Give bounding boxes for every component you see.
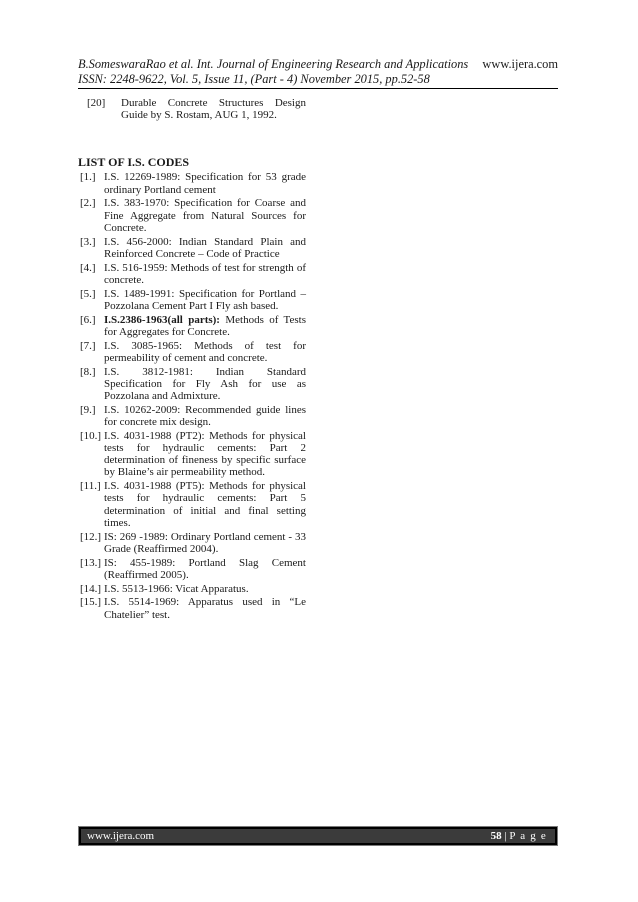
code-text: I.S. 5513-1966: Vicat Apparatus.	[104, 582, 249, 595]
page-separator: |	[501, 830, 510, 842]
code-item	[80, 340, 306, 364]
code-text: I.S. 12269-1989: Specification for 53 grade ordinary Portland cement	[104, 171, 306, 196]
code-item	[80, 288, 306, 312]
code-item	[80, 557, 306, 581]
reference-item	[80, 97, 306, 121]
header-divider	[78, 88, 558, 89]
code-text: IS: 455-1989: Portland Slag Cement (Reaffirmed 2005).	[104, 556, 306, 581]
page-word: P a g e	[509, 830, 547, 842]
is-codes-list	[80, 171, 306, 620]
code-item	[80, 171, 306, 195]
code-text: I.S. 516-1959: Methods of test for strength of concrete.	[104, 261, 306, 286]
code-text: I.S. 4031-1988 (PT2): Methods for physical tests for hydraulic cements: Part 2 determination of fineness by specific surface by Blaine’s air permeability method.	[104, 429, 306, 479]
code-item	[80, 596, 306, 620]
header-citation: B.SomeswaraRao et al. Int. Journal of Engineering Research and Applications	[78, 57, 469, 71]
section-title: LIST OF I.S. CODES	[78, 155, 190, 170]
code-text-rest: Methods of Tests for Aggregates for Concrete.	[104, 313, 307, 338]
code-item	[80, 404, 306, 428]
code-number: [15.]	[80, 596, 102, 609]
reference-number: [20]	[87, 97, 106, 109]
footer-bar	[81, 829, 555, 843]
reference-text: Durable Concrete Structures Design Guide by S. Rostam, AUG 1, 1992.	[121, 97, 306, 122]
footer-website-link[interactable]: www.ijera.com	[87, 830, 155, 842]
code-item	[80, 480, 306, 529]
code-number: [3.]	[80, 235, 96, 248]
page-number: 58	[490, 830, 502, 842]
code-text: I.S. 3812-1981: Indian Standard Specification for Fly Ash for use as Pozzolana and Admixture.	[104, 365, 306, 403]
code-number: [2.]	[80, 197, 96, 210]
code-item	[80, 531, 306, 555]
code-number: [12.]	[80, 530, 102, 543]
code-text: I.S. 3085-1965: Methods of test for permeability of cement and concrete.	[104, 339, 306, 364]
header-website-link[interactable]: www.ijera.com	[482, 57, 558, 71]
code-number: [13.]	[80, 556, 102, 569]
page-footer	[78, 826, 558, 846]
code-item	[80, 262, 306, 286]
left-column	[80, 97, 306, 622]
header-line-1	[78, 57, 558, 72]
code-number: [5.]	[80, 287, 96, 300]
code-number: [8.]	[80, 365, 96, 378]
code-item	[80, 314, 306, 338]
code-number: [14.]	[80, 582, 102, 595]
code-text	[104, 314, 306, 338]
code-text: I.S. 383-1970: Specification for Coarse and Fine Aggregate from Natural Sources for Concrete.	[104, 197, 306, 234]
code-number: [10.]	[80, 429, 102, 442]
footer-page-label	[491, 830, 547, 842]
code-text: I.S. 5514-1969: Apparatus used in “Le Chatelier” test.	[104, 596, 306, 621]
code-text: I.S. 10262-2009: Recommended guide lines for concrete mix design.	[104, 403, 306, 429]
code-item	[80, 197, 306, 234]
code-text: I.S. 456-2000: Indian Standard Plain and Reinforced Concrete – Code of Practice	[104, 235, 306, 260]
code-number: [4.]	[80, 261, 96, 274]
code-item	[80, 236, 306, 260]
code-number: [11.]	[80, 480, 101, 493]
code-text: IS: 269 -1989: Ordinary Portland cement - 33 Grade (Reaffirmed 2004).	[104, 530, 306, 555]
code-number: [6.]	[80, 313, 96, 326]
running-header	[78, 57, 558, 87]
code-item	[80, 430, 306, 479]
code-bold-title: I.S.2386-1963(all parts):	[104, 313, 220, 326]
code-text: I.S. 4031-1988 (PT5): Methods for physical tests for hydraulic cements: Part 5 determination of initial and final setting times.	[104, 480, 306, 529]
code-item	[80, 366, 306, 403]
code-item	[80, 583, 306, 595]
code-number: [1.]	[80, 171, 96, 184]
code-number: [9.]	[80, 403, 96, 416]
code-text: I.S. 1489-1991: Specification for Portland – Pozzolana Cement Part I Fly ash based.	[104, 287, 306, 312]
code-number: [7.]	[80, 339, 96, 352]
header-issn: ISSN: 2248-9622, Vol. 5, Issue 11, (Part - 4) November 2015, pp.52-58	[78, 72, 430, 86]
